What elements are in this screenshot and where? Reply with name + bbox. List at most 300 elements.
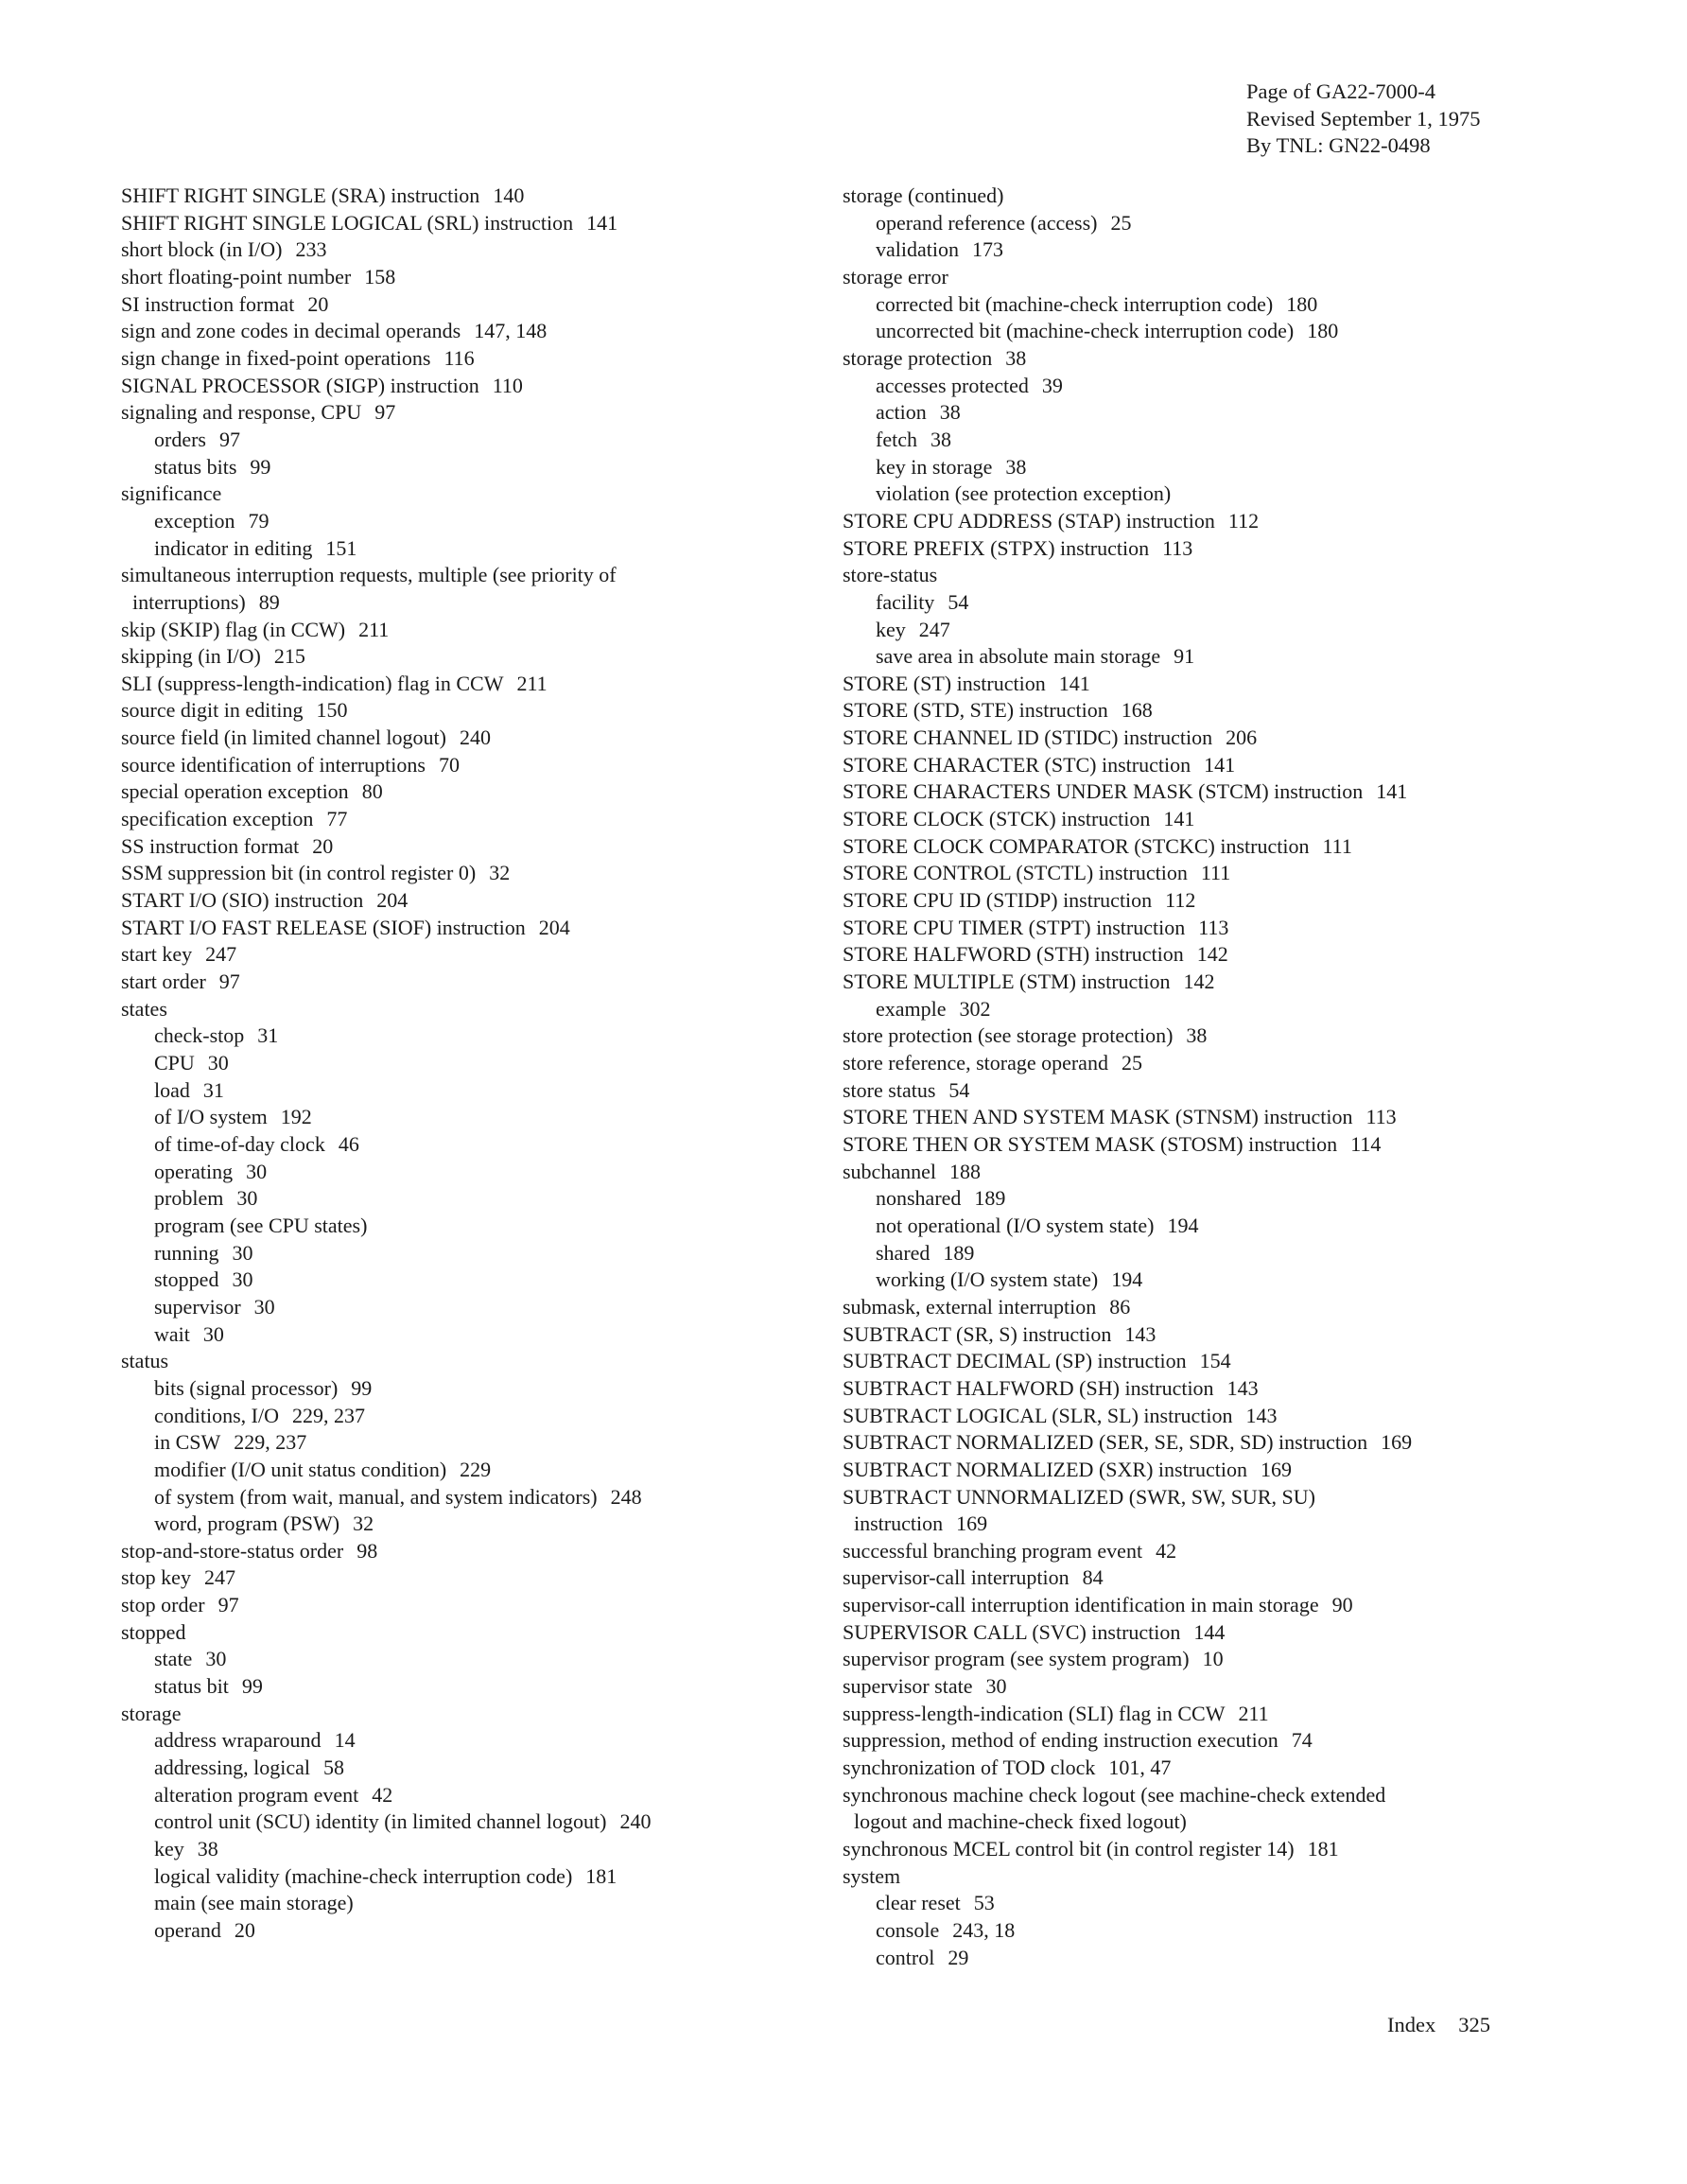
index-page-ref: 30 (205, 1647, 227, 1671)
index-entry (121, 399, 783, 427)
index-page-ref: 97 (217, 1593, 239, 1617)
index-page-ref: 141 (1204, 752, 1236, 777)
index-entry (121, 1808, 783, 1836)
index-term: main (see main storage) (154, 1891, 354, 1915)
index-page-ref: 30 (202, 1321, 224, 1346)
index-entry (121, 1159, 783, 1186)
index-page-ref: 144 (1193, 1619, 1226, 1644)
index-page-ref: 240 (619, 1809, 652, 1834)
index-entry (843, 860, 1618, 887)
index-entry (121, 1104, 783, 1131)
index-entry (121, 941, 783, 969)
index-entry (121, 860, 783, 887)
index-page-ref: 112 (1227, 508, 1260, 533)
index-term: storage protection (843, 345, 993, 370)
index-entry (121, 1836, 783, 1863)
index-term: save area in absolute main storage (876, 644, 1161, 669)
index-page-ref: 113 (1198, 915, 1229, 939)
index-entry (843, 1185, 1618, 1213)
index-term: skip (SKIP) flag (in CCW) (121, 617, 346, 641)
index-term: nonshared (876, 1186, 962, 1211)
index-entry (121, 1213, 783, 1240)
index-entry (843, 725, 1618, 752)
index-page-ref: 91 (1174, 644, 1195, 669)
index-entry (121, 1564, 783, 1592)
index-entry (843, 752, 1618, 779)
index-entry (121, 427, 783, 454)
index-term: SHIFT RIGHT SINGLE (SRA) instruction (121, 183, 480, 207)
index-term: alteration program event (154, 1782, 359, 1807)
index-term: significance (121, 481, 222, 506)
index-page-ref: 142 (1196, 942, 1228, 967)
index-entry (843, 969, 1618, 996)
index-entry (121, 1429, 783, 1457)
index-entry (121, 778, 783, 806)
index-page-ref: 204 (376, 888, 409, 913)
index-entry (843, 264, 1618, 291)
index-page-ref: 141 (586, 210, 618, 235)
index-entry (121, 643, 783, 671)
index-entry (121, 1917, 783, 1945)
index-entry (843, 1727, 1618, 1755)
index-page-ref: 240 (459, 725, 491, 750)
index-term: orders (154, 427, 206, 451)
index-page-ref: 25 (1121, 1051, 1142, 1075)
index-page-ref: 181 (1307, 1837, 1339, 1861)
index-page-ref: 116 (443, 345, 475, 370)
index-page-ref: 42 (372, 1782, 393, 1807)
index-page-ref: 30 (985, 1674, 1007, 1699)
index-page-ref: 97 (218, 970, 240, 994)
index-term: STORE (ST) instruction (843, 671, 1046, 695)
index-entry (121, 671, 783, 698)
index-term: clear reset (876, 1891, 961, 1915)
index-page-ref: 169 (1261, 1457, 1292, 1481)
index-page-ref: 10 (1202, 1647, 1224, 1671)
index-entry (843, 1294, 1618, 1321)
index-page-ref: 39 (1041, 373, 1063, 397)
index-entry (121, 1375, 783, 1403)
index-page-ref: 141 (1058, 671, 1090, 695)
index-term: synchronization of TOD clock (843, 1756, 1096, 1780)
index-term: uncorrected bit (machine-check interruption code) (876, 319, 1295, 343)
index-term: simultaneous interruption requests, multiple (see priority of (121, 563, 617, 587)
index-entry (843, 373, 1618, 400)
index-term: synchronous machine check logout (see machine-check extended (843, 1782, 1386, 1807)
index-page-ref: 113 (1365, 1105, 1397, 1129)
index-entry (843, 778, 1618, 806)
index-page-ref: 20 (307, 291, 329, 316)
index-entry (843, 1646, 1618, 1673)
index-term: STORE CHANNEL ID (STIDC) instruction (843, 725, 1213, 750)
index-entry (843, 1863, 1618, 1891)
index-term: store protection (see storage protection) (843, 1023, 1174, 1048)
index-entry (121, 1022, 783, 1050)
index-entry (121, 1050, 783, 1077)
index-term: SUBTRACT NORMALIZED (SER, SE, SDR, SD) instruction (843, 1430, 1368, 1455)
index-page-ref: 141 (1376, 779, 1408, 804)
index-page-ref: 143 (1124, 1321, 1157, 1346)
index-term: store reference, storage operand (843, 1051, 1108, 1075)
index-entry (843, 1267, 1618, 1294)
index-term: status (121, 1349, 169, 1373)
index-term: supervisor-call interruption (843, 1565, 1070, 1590)
index-page-ref: 211 (358, 617, 390, 641)
index-page-ref: 74 (1291, 1728, 1313, 1753)
index-entry (843, 643, 1618, 671)
index-page-ref: 151 (325, 535, 357, 560)
index-term: SI instruction format (121, 291, 295, 316)
index-page-ref: 243, 18 (952, 1918, 1016, 1942)
index-entry (121, 1538, 783, 1565)
index-entry (843, 427, 1618, 454)
index-entry (843, 1701, 1618, 1728)
index-term: sign and zone codes in decimal operands (121, 319, 461, 343)
index-entry (843, 671, 1618, 698)
index-entry (121, 480, 783, 508)
index-entry (843, 1022, 1618, 1050)
index-entry (121, 1646, 783, 1673)
index-page-ref: 30 (232, 1240, 253, 1265)
index-page-ref: 141 (1163, 807, 1195, 831)
index-entry (843, 941, 1618, 969)
index-term: word, program (PSW) (154, 1511, 340, 1536)
index-page-ref: 169 (956, 1511, 988, 1536)
index-entry (121, 1403, 783, 1430)
index-page-ref: 229 (460, 1457, 492, 1481)
index-page-ref: 97 (374, 400, 396, 425)
index-term: STORE CPU TIMER (STPT) instruction (843, 915, 1186, 939)
index-entry (843, 1538, 1618, 1565)
index-entry (121, 969, 783, 996)
index-entry (843, 1808, 1618, 1836)
index-entry (843, 480, 1618, 508)
index-entry (843, 345, 1618, 373)
index-term: stopped (154, 1267, 219, 1292)
index-term: SUBTRACT UNNORMALIZED (SWR, SW, SUR, SU) (843, 1484, 1315, 1509)
index-term: SUPERVISOR CALL (SVC) instruction (843, 1619, 1181, 1644)
index-entry (121, 1592, 783, 1619)
index-entry (121, 1673, 783, 1701)
index-term: stopped (121, 1619, 186, 1644)
index-entry (843, 1945, 1618, 1972)
index-entry (843, 1403, 1618, 1430)
index-entry (121, 996, 783, 1023)
index-page-ref: 38 (1005, 454, 1027, 479)
index-term: supervisor-call interruption identification in main storage (843, 1593, 1319, 1617)
index-term: shared (876, 1240, 930, 1265)
index-entry (843, 1131, 1618, 1159)
index-entry (843, 508, 1618, 535)
index-term: indicator in editing (154, 535, 313, 560)
index-page-ref: 247 (918, 617, 950, 641)
index-term: STORE THEN OR SYSTEM MASK (STOSM) instruction (843, 1131, 1338, 1156)
index-entry (121, 183, 783, 210)
index-term: SS instruction format (121, 833, 300, 858)
index-entry (843, 183, 1618, 210)
index-page-ref: 30 (207, 1051, 229, 1075)
index-entry (121, 291, 783, 319)
index-entry (843, 1917, 1618, 1945)
index-entry (843, 454, 1618, 481)
index-entry (121, 1727, 783, 1755)
index-page-ref: 31 (202, 1077, 224, 1102)
index-page-ref: 192 (280, 1105, 312, 1129)
index-page-ref: 215 (273, 644, 305, 669)
index-term: storage (121, 1701, 182, 1725)
index-term: key in storage (876, 454, 993, 479)
index-entry (843, 1348, 1618, 1375)
index-column-right (843, 183, 1618, 1971)
index-entry (121, 454, 783, 481)
index-entry (121, 1484, 783, 1511)
index-term: SUBTRACT HALFWORD (SH) instruction (843, 1375, 1214, 1400)
index-term: in CSW (154, 1430, 221, 1455)
index-page-ref: 25 (1110, 210, 1132, 235)
index-term: SUBTRACT DECIMAL (SP) instruction (843, 1349, 1187, 1373)
index-term: START I/O (SIO) instruction (121, 888, 364, 913)
page-number: 325 (1458, 2013, 1490, 2036)
index-term: STORE PREFIX (STPX) instruction (843, 535, 1150, 560)
index-page-ref: 38 (1186, 1023, 1208, 1048)
index-term: facility (876, 589, 935, 614)
index-page-ref: 112 (1165, 888, 1196, 913)
index-page-ref: 99 (241, 1674, 263, 1699)
index-term: supervisor (154, 1294, 241, 1319)
index-entry (121, 725, 783, 752)
index-page-ref: 142 (1183, 970, 1215, 994)
index-term: successful branching program event (843, 1538, 1143, 1563)
index-entry (121, 236, 783, 264)
index-page-ref: 89 (258, 589, 280, 614)
index-term: storage (continued) (843, 183, 1004, 207)
index-entry (843, 562, 1618, 589)
index-entry (121, 345, 783, 373)
index-term: SHIFT RIGHT SINGLE LOGICAL (SRL) instruction (121, 210, 574, 235)
index-term: status bits (154, 454, 237, 479)
index-page-ref: 181 (585, 1863, 617, 1888)
index-term: state (154, 1647, 193, 1671)
index-page-ref: 111 (1322, 833, 1352, 858)
page-footer (1387, 2013, 1490, 2037)
index-term: fetch (876, 427, 917, 451)
index-page-ref: 38 (939, 400, 961, 425)
header-line: By TNL: GN22-0498 (1246, 133, 1431, 157)
index-term: start order (121, 970, 206, 994)
index-entry (121, 1185, 783, 1213)
index-term: SUBTRACT NORMALIZED (SXR) instruction (843, 1457, 1247, 1481)
index-term: STORE CHARACTER (STC) instruction (843, 752, 1191, 777)
index-page-ref: 180 (1307, 319, 1339, 343)
index-entry (121, 1890, 783, 1917)
index-page-ref: 150 (316, 698, 348, 723)
index-entry (121, 697, 783, 725)
index-term: synchronous MCEL control bit (in control register 14) (843, 1837, 1295, 1861)
index-page-ref: 194 (1167, 1213, 1199, 1237)
index-term: action (876, 400, 927, 425)
index-entry (843, 1592, 1618, 1619)
index-page-ref: 77 (326, 807, 348, 831)
index-term: STORE CHARACTERS UNDER MASK (STCM) instruction (843, 779, 1364, 804)
index-page-ref: 233 (295, 237, 327, 262)
index-entry (121, 1701, 783, 1728)
index-term: exception (154, 508, 235, 533)
index-term: modifier (I/O unit status condition) (154, 1457, 447, 1481)
index-term: start key (121, 942, 193, 967)
index-page-ref: 84 (1082, 1565, 1104, 1590)
index-term: bits (signal processor) (154, 1375, 339, 1400)
index-term: source digit in editing (121, 698, 304, 723)
index-term: status bit (154, 1674, 229, 1699)
index-term: system (843, 1863, 901, 1888)
index-entry (843, 1159, 1618, 1186)
index-page-ref: 58 (322, 1756, 344, 1780)
index-page-ref: 29 (948, 1945, 969, 1969)
index-page-ref: 180 (1286, 291, 1318, 316)
index-page-ref: 97 (218, 427, 240, 451)
index-entry (121, 1267, 783, 1294)
index-entry (843, 1619, 1618, 1647)
index-page-ref: 229, 237 (292, 1403, 365, 1427)
index-page-ref: 158 (364, 264, 396, 288)
index-page-ref: 140 (493, 183, 525, 207)
index-term: STORE CPU ADDRESS (STAP) instruction (843, 508, 1215, 533)
index-term: supervisor state (843, 1674, 973, 1699)
index-entry (121, 589, 783, 617)
index-term: subchannel (843, 1159, 936, 1183)
index-term: source identification of interruptions (121, 752, 426, 777)
index-entry (121, 508, 783, 535)
index-page-ref: 189 (974, 1186, 1006, 1211)
index-entry (843, 806, 1618, 833)
index-page-ref: 32 (489, 861, 511, 885)
index-entry (843, 833, 1618, 861)
index-term: source field (in limited channel logout) (121, 725, 446, 750)
index-entry (121, 1294, 783, 1321)
index-entry (121, 264, 783, 291)
index-term: wait (154, 1321, 190, 1346)
index-entry (843, 1484, 1618, 1511)
index-term: STORE CPU ID (STIDP) instruction (843, 888, 1153, 913)
index-page-ref: 143 (1245, 1403, 1278, 1427)
index-page-ref: 247 (205, 942, 237, 967)
index-page-ref: 38 (1005, 345, 1027, 370)
index-term: SLI (suppress-length-indication) flag in CCW (121, 671, 504, 695)
index-entry (843, 1429, 1618, 1457)
index-entry (121, 1457, 783, 1484)
index-term: accesses protected (876, 373, 1029, 397)
index-entry (843, 1077, 1618, 1105)
index-entry (121, 1782, 783, 1809)
index-entry (121, 210, 783, 237)
index-entry (843, 1321, 1618, 1349)
index-term: submask, external interruption (843, 1294, 1097, 1319)
index-term: address wraparound (154, 1728, 322, 1753)
index-entry (121, 915, 783, 942)
index-term: suppress-length-indication (SLI) flag in CCW (843, 1701, 1226, 1725)
index-term: problem (154, 1186, 224, 1211)
index-term: console (876, 1918, 940, 1942)
index-page-ref: 173 (971, 237, 1003, 262)
index-entry (843, 236, 1618, 264)
index-entry (843, 1836, 1618, 1863)
index-term: skipping (in I/O) (121, 644, 261, 669)
index-term: load (154, 1077, 190, 1102)
index-entry (843, 1755, 1618, 1782)
index-term: suppression, method of ending instruction execution (843, 1728, 1278, 1753)
index-entry (121, 806, 783, 833)
index-entry (843, 697, 1618, 725)
index-page-ref: 168 (1121, 698, 1153, 723)
index-page-ref: 99 (250, 454, 271, 479)
index-column-left (121, 183, 783, 1945)
index-term: storage error (843, 264, 948, 288)
index-page-ref: 53 (973, 1891, 995, 1915)
index-page-ref: 70 (438, 752, 460, 777)
index-term: operand (154, 1918, 221, 1942)
index-term: logout and machine-check fixed logout) (854, 1809, 1187, 1834)
index-term: sign change in fixed-point operations (121, 345, 431, 370)
index-entry (121, 833, 783, 861)
index-entry (121, 887, 783, 915)
index-page-ref: 14 (334, 1728, 356, 1753)
index-term: operating (154, 1159, 234, 1183)
index-term: store status (843, 1077, 936, 1102)
index-page-ref: 211 (1238, 1701, 1269, 1725)
index-entry (843, 617, 1618, 644)
index-page-ref: 90 (1331, 1593, 1353, 1617)
index-entry (843, 996, 1618, 1023)
index-term: instruction (854, 1511, 944, 1536)
index-term: short block (in I/O) (121, 237, 283, 262)
index-page-ref: 110 (492, 373, 523, 397)
index-page-ref: 30 (246, 1159, 268, 1183)
index-term: special operation exception (121, 779, 349, 804)
index-page-ref: 194 (1111, 1267, 1143, 1292)
index-term: not operational (I/O system state) (876, 1213, 1155, 1237)
index-entry (121, 562, 783, 589)
index-entry (121, 617, 783, 644)
index-entry (843, 1673, 1618, 1701)
index-entry (843, 915, 1618, 942)
index-term: states (121, 996, 167, 1021)
index-page-ref: 154 (1199, 1349, 1231, 1373)
index-entry (843, 1457, 1618, 1484)
index-term: validation (876, 237, 959, 262)
index-entry (843, 399, 1618, 427)
index-entry (843, 1511, 1618, 1538)
index-page-ref: 114 (1350, 1131, 1382, 1156)
index-term: stop-and-store-status order (121, 1538, 344, 1563)
index-page-ref: 86 (1109, 1294, 1131, 1319)
index-term: logical validity (machine-check interruption code) (154, 1863, 573, 1888)
index-entry (121, 1511, 783, 1538)
index-page-ref: 79 (248, 508, 270, 533)
index-entry (843, 1375, 1618, 1403)
index-term: conditions, I/O (154, 1403, 279, 1427)
index-term: running (154, 1240, 219, 1265)
index-page-ref: 113 (1162, 535, 1193, 560)
index-term: STORE CLOCK (STCK) instruction (843, 807, 1151, 831)
index-term: STORE CONTROL (STCTL) instruction (843, 861, 1188, 885)
index-term: supervisor program (see system program) (843, 1647, 1190, 1671)
index-entry (121, 535, 783, 563)
index-term: stop key (121, 1565, 191, 1590)
index-term: key (876, 617, 906, 641)
index-page-ref: 54 (948, 1077, 970, 1102)
index-term: interruptions) (132, 589, 246, 614)
index-entry (843, 1564, 1618, 1592)
